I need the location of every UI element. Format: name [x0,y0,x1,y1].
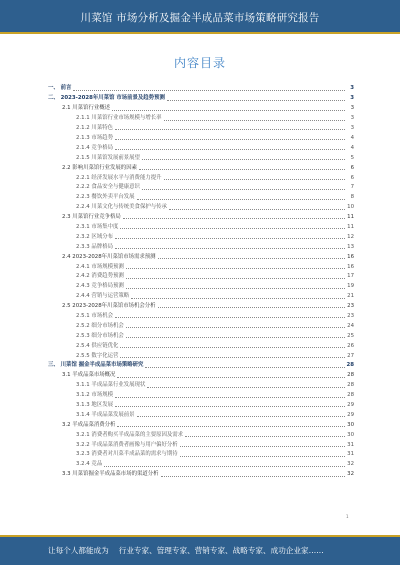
toc-entry-text: 2.2 影响川菜馆行业发展的因素 [62,164,137,171]
toc-entry-page: 6 [350,164,354,171]
toc-heading: 内容目录 [173,56,226,70]
toc-entry[interactable] [48,82,354,92]
toc-entry-text: 2.1.5 川菜馆发展前景展望 [76,154,140,161]
toc-dot-leader [164,120,345,121]
toc-entry-text: 3.2.3 消费者对川菜半成品菜的需求与期待 [76,451,178,458]
toc-entry-text: 2.1 川菜馆行业概述 [62,105,111,112]
toc-entry[interactable] [48,230,354,240]
toc-entry[interactable] [48,250,354,260]
toc-entry[interactable] [48,309,354,319]
toc-entry-text: 三、 川菜馆 掘金半成品菜市场策略研究 [48,362,144,369]
toc-dot-leader [115,406,345,407]
toc-entry[interactable] [48,171,354,181]
toc-entry-page: 7 [350,184,354,191]
toc-dot-leader [115,248,345,249]
toc-entry[interactable] [48,408,354,418]
toc-entry[interactable] [48,428,354,438]
toc-entry-text: 3.1.2 市场规模 [76,392,113,399]
toc-entry-text: 2.4.2 消费趋势预测 [76,273,124,280]
toc-entry-text: 2.2.3 餐饮外卖平台发展 [76,194,135,201]
page-number: 1 [346,514,349,519]
toc-dot-leader [104,466,345,467]
toc-entry-page: 30 [347,421,354,428]
toc-dot-leader [145,367,345,368]
toc-entry-page: 3 [350,125,354,132]
toc-entry-page: 5 [350,154,354,161]
toc-entry[interactable] [48,319,354,329]
toc-entry-page: 16 [347,263,354,270]
toc-entry-text: 3.2.1 消费者购买半成品菜的主要原因及需求 [76,431,184,438]
toc-entry-text: 2.1.4 竞争格局 [76,144,113,151]
toc-entry-page: 24 [347,322,354,329]
toc-entry[interactable] [48,379,354,389]
toc-entry[interactable] [48,220,354,230]
toc-dot-leader [147,387,345,388]
toc-entry-text: 2.4 2023-2028年川菜馆市场需求预测 [62,253,156,260]
toc-entry[interactable] [48,300,354,310]
table-of-contents [48,82,354,478]
toc-entry[interactable] [48,448,354,458]
toc-entry-page: 11 [347,223,354,230]
toc-entry-page: 3 [350,85,354,92]
toc-dot-leader [123,218,345,219]
toc-dot-leader [142,159,345,160]
footer-roles: 行业专家、管理专家、营销专家、战略专家、成功企业家…… [118,545,324,555]
toc-entry-text: 二、 2023-2028年川菜馆 市场前景及趋势预测 [48,95,165,102]
toc-entry-text: 2.3.3 品牌格局 [76,243,113,250]
toc-entry-text: 3.1.3 地区发展 [76,401,113,408]
toc-dot-leader [180,456,345,457]
toc-entry-page: 16 [347,253,354,260]
toc-entry[interactable] [48,122,354,132]
toc-entry-page: 28 [347,372,354,379]
toc-entry[interactable] [48,191,354,201]
toc-entry-page: 6 [350,174,354,181]
toc-entry[interactable] [48,329,354,339]
toc-dot-leader [120,347,345,348]
toc-entry-text: 3.3 川菜馆掘金半成品菜市场的渠道分析 [62,471,159,478]
toc-entry-text: 2.5.4 供应链优化 [76,342,119,349]
toc-dot-leader [126,278,345,279]
toc-dot-leader [115,139,345,140]
toc-dot-leader [115,397,345,398]
toc-dot-leader [126,288,345,289]
toc-entry-page: 17 [347,273,354,280]
toc-entry[interactable] [48,112,354,122]
toc-entry-page: 28 [346,362,354,369]
toc-entry[interactable] [48,418,354,428]
toc-entry-text: 2.3.1 市场集中度 [76,223,119,230]
toc-entry-text: 2.1.3 市场趋势 [76,134,113,141]
toc-entry-text: 3.1 半成品菜市场概况 [62,372,116,379]
toc-entry[interactable] [48,161,354,171]
toc-dot-leader [120,228,345,229]
toc-entry[interactable] [48,458,354,468]
toc-dot-leader [117,377,345,378]
toc-entry[interactable] [48,290,354,300]
toc-entry-text: 2.3 川菜馆行业竞争格局 [62,214,121,221]
toc-entry-text: 2.3.2 区域分布 [76,233,113,240]
toc-dot-leader [112,110,345,111]
report-header [0,0,400,34]
toc-entry-text: 2.2.4 川菜文化与传统美食保护与传承 [76,204,167,211]
toc-entry-page: 12 [347,233,354,240]
toc-entry[interactable] [48,349,354,359]
toc-dot-leader [169,209,345,210]
toc-entry-page: 23 [347,312,354,319]
toc-entry[interactable] [48,102,354,112]
toc-entry-page: 8 [350,194,354,201]
toc-entry-text: 3.2.2 半成品菜消费者画像与用户偏好分析 [76,441,178,448]
toc-entry[interactable] [48,399,354,409]
toc-entry-text: 2.4.1 市场规模预测 [76,263,124,270]
toc-dot-leader [126,327,345,328]
toc-dot-leader [161,476,345,477]
toc-entry-page: 13 [347,243,354,250]
toc-entry-page: 29 [347,411,354,418]
toc-entry-text: 2.4.3 竞争格局预测 [76,283,124,290]
toc-entry-page: 19 [347,283,354,290]
toc-entry-text: 3.2 半成品菜消费分析 [62,421,116,428]
toc-entry-page: 27 [347,352,354,359]
toc-entry[interactable] [48,438,354,448]
toc-dot-leader [115,238,345,239]
toc-entry-page: 31 [347,441,354,448]
toc-entry-text: 2.1.1 川菜馆行业市场规模与增长率 [76,115,162,122]
toc-entry-text: 2.5.1 市场机会 [76,312,113,319]
toc-entry[interactable] [48,359,354,369]
toc-entry-text: 2.2.1 经济发展水平与消费能力提升 [76,174,162,181]
toc-entry-page: 21 [347,293,354,300]
toc-entry-page: 29 [347,401,354,408]
toc-entry[interactable] [48,369,354,379]
toc-dot-leader [117,426,345,427]
toc-dot-leader [137,416,345,417]
toc-entry[interactable] [48,141,354,151]
toc-dot-leader [158,258,345,259]
toc-dot-leader [158,307,345,308]
toc-entry-text: 3.1.4 半成品菜发展前景 [76,411,135,418]
toc-dot-leader [126,268,345,269]
toc-entry-page: 31 [347,451,354,458]
toc-entry[interactable] [48,339,354,349]
toc-dot-leader [167,100,345,101]
toc-entry[interactable] [48,468,354,478]
toc-entry-page: 3 [350,115,354,122]
toc-entry-page: 10 [347,204,354,211]
toc-entry-page: 26 [347,342,354,349]
toc-entry-page: 32 [347,461,354,468]
toc-dot-leader [180,446,345,447]
toc-entry-page: 3 [350,95,354,102]
toc-entry[interactable] [48,151,354,161]
toc-entry-page: 30 [347,431,354,438]
toc-entry[interactable] [48,92,354,102]
toc-dot-leader [73,90,345,91]
report-footer [0,535,400,565]
toc-dot-leader [115,129,345,130]
toc-entry[interactable] [48,280,354,290]
toc-entry[interactable] [48,201,354,211]
toc-entry-text: 一、 前言 [48,85,72,92]
toc-dot-leader [185,436,345,437]
toc-entry[interactable] [48,131,354,141]
toc-entry-text: 2.5.5 数字化运营 [76,352,119,359]
toc-dot-leader [164,179,345,180]
toc-entry[interactable] [48,240,354,250]
toc-entry[interactable] [48,181,354,191]
toc-entry-text: 2.5.3 细分市场机会 [76,332,124,339]
toc-dot-leader [126,337,345,338]
toc-entry-text: 2.4.4 营销与运营策略 [76,293,130,300]
toc-entry-page: 32 [347,471,354,478]
toc-dot-leader [120,357,345,358]
toc-dot-leader [142,189,345,190]
toc-entry-text: 2.5.2 细分市场机会 [76,322,124,329]
toc-entry-text: 2.1.2 川菜特色 [76,125,113,132]
toc-entry-page: 4 [350,144,354,151]
toc-entry[interactable] [48,211,354,221]
toc-dot-leader [131,298,345,299]
toc-entry-page: 28 [347,392,354,399]
toc-entry[interactable] [48,270,354,280]
toc-dot-leader [115,317,345,318]
toc-entry-page: 25 [347,332,354,339]
toc-entry-text: 2.5 2023-2028年川菜馆市场机会分析 [62,303,156,310]
toc-dot-leader [139,169,345,170]
toc-dot-leader [115,149,345,150]
toc-dot-leader [137,199,345,200]
toc-entry-text: 3.1.1 半成品菜行业发展现状 [76,382,146,389]
toc-entry-page: 28 [347,382,354,389]
toc-entry-page: 23 [347,303,354,310]
toc-entry-page: 3 [350,105,354,112]
toc-entry[interactable] [48,260,354,270]
report-title: 川菜馆 市场分析及掘金半成品菜市场策略研究报告 [80,11,320,24]
toc-entry-text: 3.2.4 竞品 [76,461,103,468]
toc-entry-page: 11 [347,214,354,221]
toc-entry[interactable] [48,389,354,399]
footer-slogan: 让每个人都能成为 [48,545,109,555]
toc-entry-text: 2.2.2 食品安全与健康意识 [76,184,140,191]
toc-entry-page: 4 [350,134,354,141]
